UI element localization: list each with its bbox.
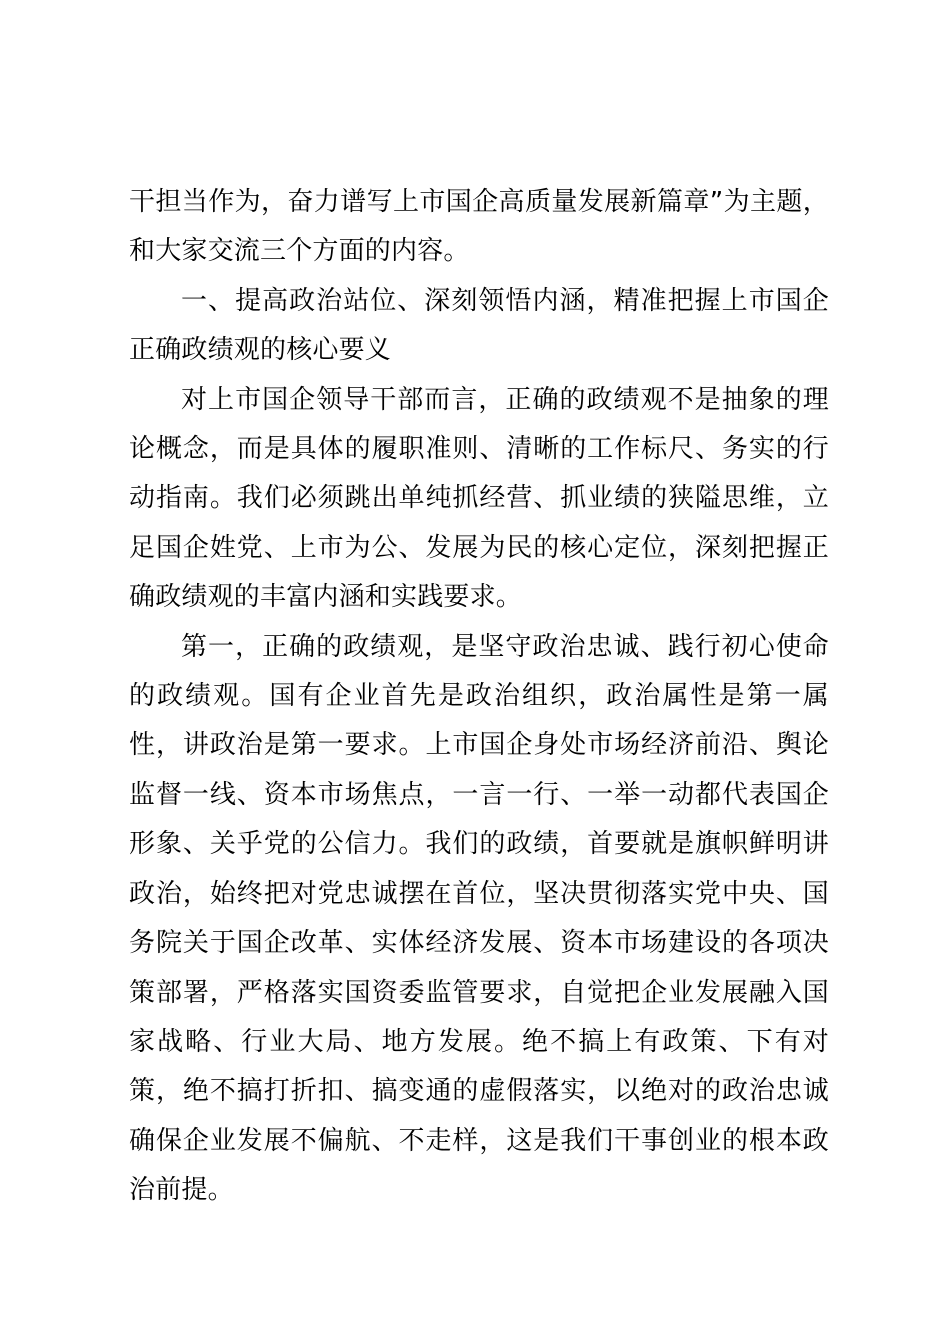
paragraph-first-point: 第一，正确的政绩观，是坚守政治忠诚、践行初心使命的政绩观。国有企业首先是政治组织，政治属性是第一属性，讲政治是第一要求。上市国企身处市场经济前沿、舆论监督一线、资本市场焦点，一言一行、一举一动都代表国企形象、关乎党的公信力。我们的政绩，首要就是旗帜鲜明讲政治，始终把对党忠诚摆在首位，坚决贯彻落实党中央、国务院关于国企改革、实体经济发展、资本市场建设的各项决策部署，严格落实国资委监管要求，自觉把企业发展融入国家战略、行业大局、地方发展。绝不搞上有政策、下有对策，绝不搞打折扣、搞变通的虚假落实，以绝对的政治忠诚确保企业发展不偏航、不走样，这是我们干事创业的根本政治前提。 <box>129 631 829 1206</box>
paragraph-continuation: 干担当作为，奋力谱写上市国企高质量发展新篇章”为主题，和大家交流三个方面的内容。 <box>129 187 829 267</box>
section-heading: 一、提高政治站位、深刻领悟内涵，精准把握上市国企正确政绩观的核心要义 <box>129 285 829 366</box>
document-body <box>129 178 829 1216</box>
paragraph-intro: 对上市国企领导干部而言，正确的政绩观不是抽象的理论概念，而是具体的履职准则、清晰的工作标尺、务实的行动指南。我们必须跳出单纯抓经营、抓业绩的狭隘思维，立足国企姓党、上市为公、发展为民的核心定位，深刻把握正确政绩观的丰富内涵和实践要求。 <box>129 384 829 613</box>
